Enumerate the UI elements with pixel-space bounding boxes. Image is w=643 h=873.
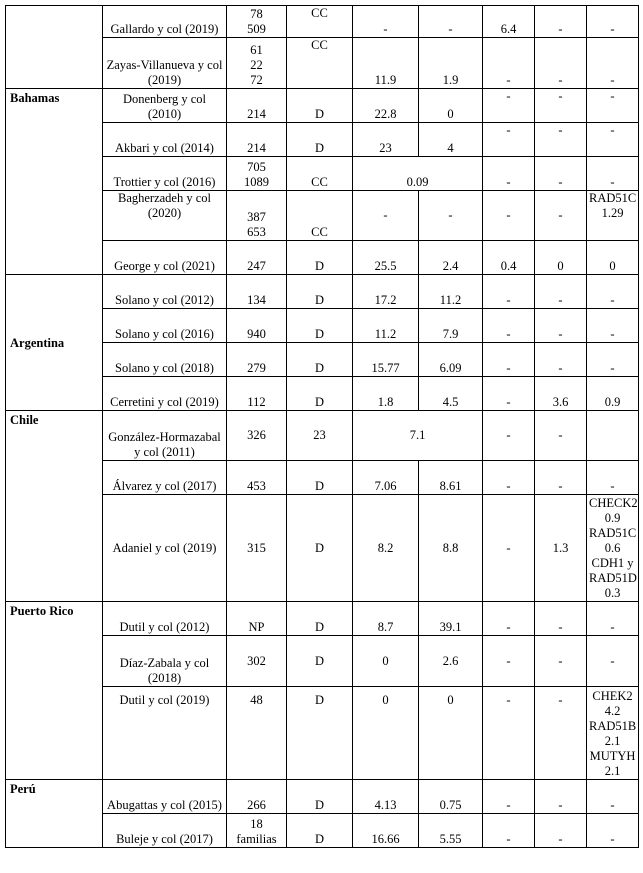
value-cell: 1.9 [419, 38, 483, 89]
value-cell: 7.06 [353, 461, 419, 495]
value-cell: - [587, 275, 639, 309]
value-cell: - [587, 461, 639, 495]
study-cell: Solano y col (2018) [103, 343, 227, 377]
value-cell: 8.2 [353, 495, 419, 602]
table-row [6, 89, 639, 123]
design-cell: D [287, 687, 353, 780]
value-cell: 1.8 [353, 377, 419, 411]
value-cell: 17.2 [353, 275, 419, 309]
value-cell: - [353, 191, 419, 241]
design-cell: D [287, 377, 353, 411]
value-cell: 4 [419, 123, 483, 157]
value-cell: 0 [587, 241, 639, 275]
study-cell: Donenberg y col (2010) [103, 89, 227, 123]
value-cell: 11.2 [353, 309, 419, 343]
design-cell: D [287, 275, 353, 309]
value-cell: - [535, 780, 587, 814]
value-cell: - [535, 636, 587, 687]
value-cell: - [483, 636, 535, 687]
value-cell: 7.9 [419, 309, 483, 343]
value-cell: - [535, 123, 587, 157]
sample-size-cell: 78 509 [227, 6, 287, 38]
design-cell: D [287, 495, 353, 602]
country-cell: Bahamas [6, 89, 103, 275]
value-cell: - [419, 191, 483, 241]
study-cell: Akbari y col (2014) [103, 123, 227, 157]
table-row [6, 275, 639, 309]
value-cell: - [535, 275, 587, 309]
value-cell: CHECK2 0.9 RAD51C 0.6 CDH1 y RAD51D 0.3 [587, 495, 639, 602]
value-cell: CHEK2 4.2 RAD51B 2.1 MUTYH 2.1 [587, 687, 639, 780]
value-cell: 0.09 [353, 157, 483, 191]
value-cell: 11.9 [353, 38, 419, 89]
value-cell: - [483, 38, 535, 89]
value-cell: - [483, 814, 535, 848]
value-cell: RAD51C 1.29 [587, 191, 639, 241]
value-cell: 16.66 [353, 814, 419, 848]
value-cell: 4.13 [353, 780, 419, 814]
sample-size-cell: NP [227, 602, 287, 636]
value-cell: - [535, 814, 587, 848]
value-cell: - [535, 687, 587, 780]
value-cell: 8.8 [419, 495, 483, 602]
sample-size-cell: 705 1089 [227, 157, 287, 191]
design-cell: 23 [287, 411, 353, 461]
study-cell: George y col (2021) [103, 241, 227, 275]
value-cell: - [419, 6, 483, 38]
design-cell: CC [287, 38, 353, 89]
value-cell: - [535, 89, 587, 123]
value-cell: 0 [535, 241, 587, 275]
sample-size-cell: 112 [227, 377, 287, 411]
value-cell: 0 [353, 636, 419, 687]
value-cell: - [535, 157, 587, 191]
value-cell: 0.75 [419, 780, 483, 814]
design-cell: D [287, 780, 353, 814]
value-cell: - [587, 343, 639, 377]
value-cell: 6.4 [483, 6, 535, 38]
country-cell: Chile [6, 411, 103, 602]
study-cell: Díaz-Zabala y col (2018) [103, 636, 227, 687]
sample-size-cell: 940 [227, 309, 287, 343]
sample-size-cell: 266 [227, 780, 287, 814]
study-cell: Bagherzadeh y col (2020) [103, 191, 227, 241]
value-cell: - [483, 275, 535, 309]
sample-size-cell: 326 [227, 411, 287, 461]
value-cell: - [587, 814, 639, 848]
design-cell: D [287, 343, 353, 377]
value-cell: 0.9 [587, 377, 639, 411]
design-cell: D [287, 89, 353, 123]
value-cell: 2.6 [419, 636, 483, 687]
value-cell: 0.4 [483, 241, 535, 275]
study-cell: Zayas-Villanueva y col (2019) [103, 38, 227, 89]
value-cell: - [535, 309, 587, 343]
value-cell: - [587, 6, 639, 38]
design-cell: CC [287, 157, 353, 191]
value-cell: - [483, 191, 535, 241]
value-cell: - [587, 636, 639, 687]
value-cell: - [535, 38, 587, 89]
value-cell: 6.09 [419, 343, 483, 377]
value-cell: - [483, 461, 535, 495]
country-cell: Perú [6, 780, 103, 848]
value-cell: - [587, 780, 639, 814]
value-cell: - [483, 780, 535, 814]
value-cell: 3.6 [535, 377, 587, 411]
design-cell: D [287, 636, 353, 687]
value-cell: 2.4 [419, 241, 483, 275]
value-cell: - [483, 377, 535, 411]
value-cell: - [483, 309, 535, 343]
table-row [6, 602, 639, 636]
value-cell [587, 411, 639, 461]
value-cell: - [535, 343, 587, 377]
design-cell: D [287, 309, 353, 343]
design-cell: D [287, 602, 353, 636]
study-cell: Gallardo y col (2019) [103, 6, 227, 38]
genetic-studies-table [5, 5, 639, 848]
design-cell: D [287, 814, 353, 848]
value-cell: - [587, 602, 639, 636]
value-cell: - [587, 123, 639, 157]
study-cell: Buleje y col (2017) [103, 814, 227, 848]
value-cell: 39.1 [419, 602, 483, 636]
value-cell: - [535, 6, 587, 38]
value-cell: - [353, 6, 419, 38]
value-cell: - [535, 411, 587, 461]
sample-size-cell: 214 [227, 123, 287, 157]
sample-size-cell: 302 [227, 636, 287, 687]
value-cell: 22.8 [353, 89, 419, 123]
value-cell: - [483, 123, 535, 157]
value-cell: - [587, 309, 639, 343]
value-cell: 0 [353, 687, 419, 780]
value-cell: - [483, 89, 535, 123]
value-cell: 0 [419, 687, 483, 780]
value-cell: - [535, 602, 587, 636]
design-cell: D [287, 241, 353, 275]
country-cell: Puerto Rico [6, 602, 103, 780]
value-cell: 7.1 [353, 411, 483, 461]
value-cell: 8.7 [353, 602, 419, 636]
value-cell: 4.5 [419, 377, 483, 411]
table-row [6, 780, 639, 814]
study-cell: Cerretini y col (2019) [103, 377, 227, 411]
value-cell: 1.3 [535, 495, 587, 602]
study-cell: Adaniel y col (2019) [103, 495, 227, 602]
value-cell: 5.55 [419, 814, 483, 848]
design-cell: D [287, 123, 353, 157]
study-cell: Solano y col (2016) [103, 309, 227, 343]
sample-size-cell: 48 [227, 687, 287, 780]
study-cell: Dutil y col (2019) [103, 687, 227, 780]
study-cell: González-Hormazabal y col (2011) [103, 411, 227, 461]
value-cell: - [587, 38, 639, 89]
value-cell: - [535, 461, 587, 495]
value-cell: 15.77 [353, 343, 419, 377]
sample-size-cell: 214 [227, 89, 287, 123]
study-cell: Trottier y col (2016) [103, 157, 227, 191]
value-cell: - [483, 343, 535, 377]
value-cell: - [483, 157, 535, 191]
study-cell: Abugattas y col (2015) [103, 780, 227, 814]
value-cell: - [483, 687, 535, 780]
design-cell: D [287, 461, 353, 495]
table-row [6, 411, 639, 461]
value-cell: 8.61 [419, 461, 483, 495]
sample-size-cell: 387 653 [227, 191, 287, 241]
country-cell [6, 6, 103, 89]
value-cell: - [535, 191, 587, 241]
value-cell: 23 [353, 123, 419, 157]
study-cell: Dutil y col (2012) [103, 602, 227, 636]
sample-size-cell: 315 [227, 495, 287, 602]
value-cell: 25.5 [353, 241, 419, 275]
value-cell: - [483, 411, 535, 461]
sample-size-cell: 134 [227, 275, 287, 309]
value-cell: - [483, 602, 535, 636]
value-cell: - [483, 495, 535, 602]
value-cell: - [587, 89, 639, 123]
design-cell: CC [287, 6, 353, 38]
sample-size-cell: 61 22 72 [227, 38, 287, 89]
sample-size-cell: 453 [227, 461, 287, 495]
sample-size-cell: 18 familias [227, 814, 287, 848]
country-cell: Argentina [6, 275, 103, 411]
value-cell: - [587, 157, 639, 191]
value-cell: 0 [419, 89, 483, 123]
sample-size-cell: 279 [227, 343, 287, 377]
design-cell: CC [287, 191, 353, 241]
study-cell: Álvarez y col (2017) [103, 461, 227, 495]
sample-size-cell: 247 [227, 241, 287, 275]
table-row [6, 6, 639, 38]
study-cell: Solano y col (2012) [103, 275, 227, 309]
value-cell: 11.2 [419, 275, 483, 309]
